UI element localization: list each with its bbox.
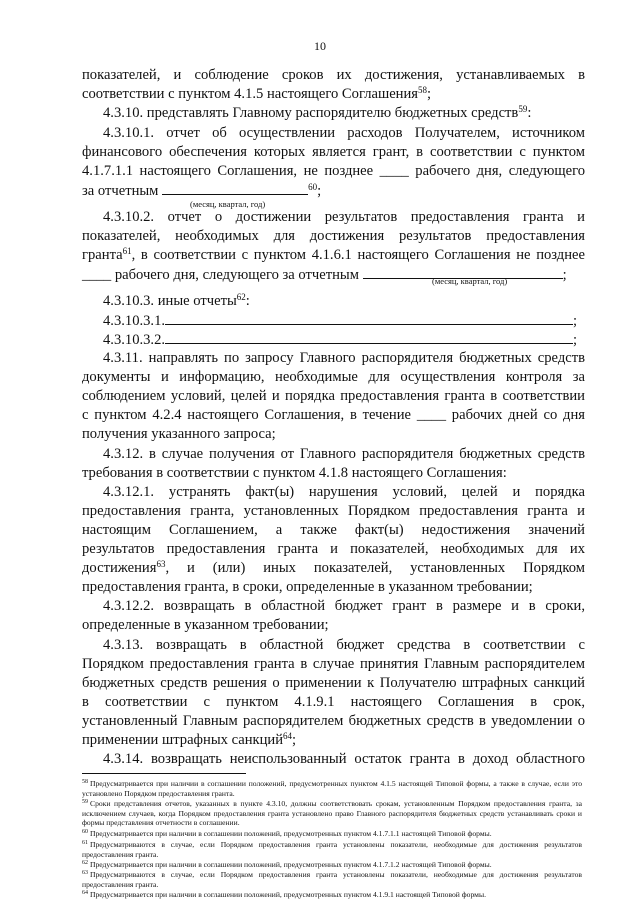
body-line: 4.3.11. направлять по запросу Главного распорядителя бюджетных средств <box>103 350 585 366</box>
body-line: достижения$^{63}$, и (или) иных показателей, установленных Порядком <box>82 559 585 576</box>
body-line: 4.3.10.1. отчет об осуществлении расходов Получателем, источником <box>103 125 585 141</box>
body-line: соблюдением условий, целей и порядка предоставления гранта в соответствии <box>82 388 585 404</box>
body-line: за отчетным $^{60}$; <box>82 182 322 199</box>
body-line: 4.3.13. возвращать в областной бюджет средства в соответствии с <box>103 637 585 653</box>
body-line: настоящим Соглашением, а также факт(ы) недостижения значений <box>82 522 585 538</box>
footnote-separator <box>82 773 246 774</box>
footnote: $^{63}$ Предусматриваются в случае, если Порядком предоставления гранта установлены показатели, необходимые для достижения результатов предоставления гранта. <box>82 870 582 889</box>
body-line: 4.3.12.2. возвращать в областной бюджет грант в размере и в сроки, <box>103 598 585 614</box>
body-line: Порядком предоставления гранта в случае принятия Главным распорядителем <box>82 656 585 672</box>
footnote: $^{64}$ Предусматривается при наличии в соглашении положений, предусмотренных пунктом 4.1.9.1 настоящей Типовой формы. <box>82 890 486 899</box>
blank-period <box>162 182 308 195</box>
body-line: в соответствии с пунктом 4.1.9.1 настоящего Соглашения в срок, <box>82 694 585 710</box>
body-line: гранта$^{61}$, в соответствии с пунктом 4.1.6.1 настоящего Соглашения не позднее <box>82 246 585 263</box>
body-line: показателей, необходимых для достижения результатов предоставления <box>82 228 585 244</box>
body-line: 4.3.12. в случае получения от Главного распорядителя бюджетных средств <box>103 446 585 462</box>
body-line: 4.3.10.3. иные отчеты$^{62}$: <box>103 292 250 309</box>
body-line: 4.3.14. возвращать неиспользованный остаток гранта в доход областного <box>103 751 585 767</box>
body-line: 4.3.10. представлять Главному распорядителю бюджетных средств$^{59}$: <box>103 104 532 121</box>
page-number: 10 <box>314 39 326 53</box>
body-line: соответствии с пунктом 4.1.5 настоящего Соглашения$^{58}$; <box>82 85 432 102</box>
body-line: 4.1.7.1.1 настоящего Соглашения, не позднее ____ рабочего дня, следующего <box>82 163 585 179</box>
body-line: финансового обеспечения которых является грант, в соответствии с пунктом <box>82 144 585 160</box>
blank-line <box>165 331 573 344</box>
body-line: 4.3.10.3.2. ; <box>103 332 578 348</box>
period-caption: (месяц, квартал, год) <box>432 276 508 286</box>
body-line: предоставления гранта, в сроки, определенные в указанном требовании; <box>82 579 533 595</box>
body-line: с пунктом 4.2.4 настоящего Соглашения, в течение ____ рабочих дней со дня <box>82 407 585 423</box>
footnote: $^{59}$ Сроки представления отчетов, указанных в пункте 4.3.10, должны соответствовать срокам, установленным Порядком предоставления гранта, за исключением случаев, когда Порядком предоставления гранта установлено право Главного распорядителя бюджетных средств устанавливать сроки и формы представления отчетности в соглашении. <box>82 799 582 827</box>
body-line: 4.3.10.2. отчет о достижении результатов предоставления гранта и <box>103 209 585 225</box>
body-line: показателей, и соблюдение сроков их достижения, устанавливаемых в <box>82 67 585 83</box>
body-line: документы и информацию, необходимые для осуществления контроля за <box>82 369 585 385</box>
body-line: требования в соответствии с пунктом 4.1.8 настоящего Соглашения: <box>82 465 507 481</box>
footnote: $^{61}$ Предусматриваются в случае, если Порядком предоставления гранта установлены показатели, необходимые для достижения результатов предоставления гранта. <box>82 840 582 859</box>
period-caption: (месяц, квартал, год) <box>190 199 266 209</box>
body-line: 4.3.10.3.1. ; <box>103 313 578 329</box>
body-line: применении штрафных санкций$^{64}$; <box>82 731 297 748</box>
body-line: 4.3.12.1. устранять факт(ы) нарушения условий, целей и порядка <box>103 484 585 500</box>
body-line: ____ рабочего дня, следующего за отчетным ; <box>82 267 567 283</box>
body-line: результатов предоставления гранта и показателей, необходимых для их <box>82 541 585 557</box>
body-line: определенные в указанном требовании; <box>82 617 329 633</box>
blank-line <box>165 312 573 325</box>
footnote: $^{60}$ Предусматривается при наличии в соглашении положений, предусмотренных пунктом 4.1.7.1.1 настоящей Типовой формы. <box>82 829 492 838</box>
body-line: бюджетных средств решения о применении к Получателю штрафных санкций <box>82 675 585 691</box>
footnote: $^{58}$ Предусматривается при наличии в соглашении положений, предусмотренных пунктом 4.1.5 настоящей Типовой формы, а также в случае, если это установлено Порядком предоставления гранта. <box>82 779 582 798</box>
body-line: установленный Главным распорядителем бюджетных средств в уведомлении о <box>82 713 585 729</box>
body-line: получения указанного запроса; <box>82 426 276 442</box>
footnote: $^{62}$ Предусматривается при наличии в соглашении положений, предусмотренных пунктом 4.1.7.1.2 настоящей Типовой формы. <box>82 860 492 869</box>
body-line: предоставления гранта, установленных Порядком предоставления гранта и <box>82 503 585 519</box>
